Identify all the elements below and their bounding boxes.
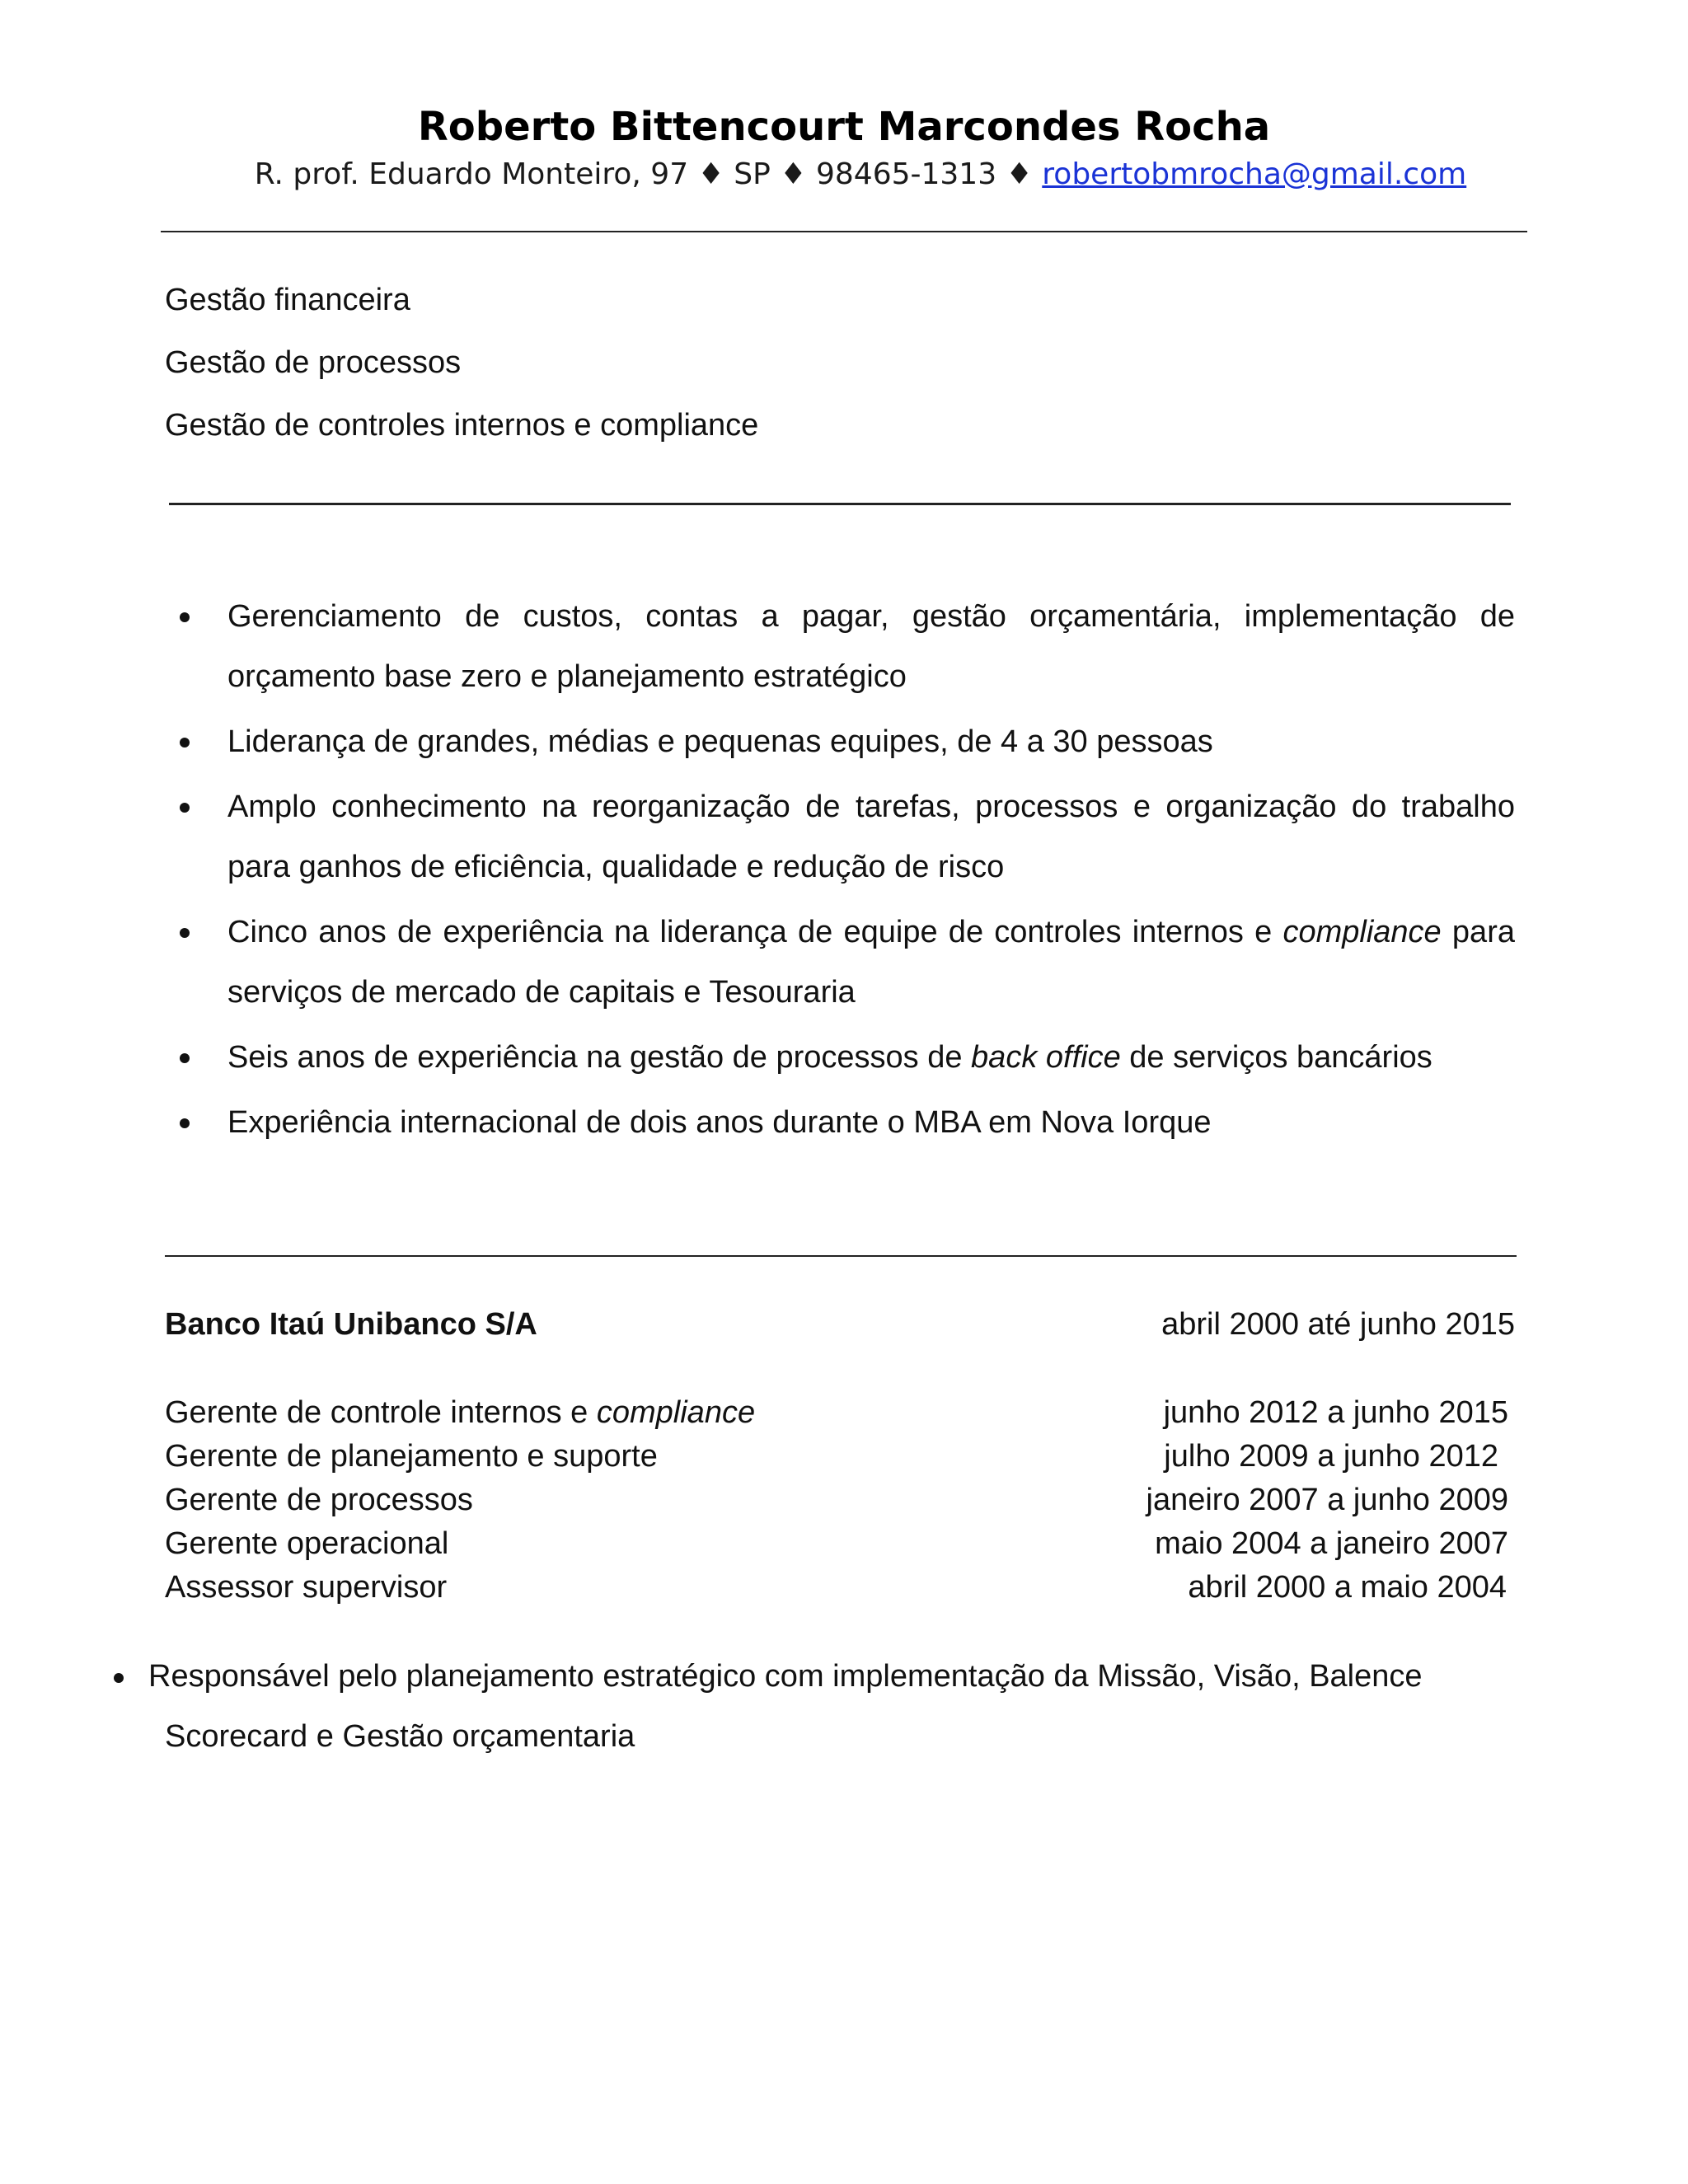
- bullet-icon: [180, 738, 190, 748]
- area-item: Gestão de processos: [165, 345, 462, 380]
- responsibility-text: Responsável pelo planejamento estratégico com implementação da Missão, Visão, Balence: [148, 1659, 1423, 1694]
- contact-address: R. prof. Eduardo Monteiro, 97 ♦ SP ♦ 98465-1313 ♦: [254, 157, 1043, 191]
- role-title-text: Gerente de controle internos e: [165, 1395, 597, 1430]
- company-period: abril 2000 até junho 2015: [1161, 1307, 1515, 1342]
- email-link[interactable]: robertobmrocha@gmail.com: [1042, 157, 1467, 191]
- highlight-text: de serviços bancários: [1120, 1040, 1432, 1075]
- responsibility-text: Scorecard e Gestão orçamentaria: [165, 1719, 635, 1754]
- highlights-divider: [165, 1255, 1517, 1257]
- role-period: julho 2009 a junho 2012: [1164, 1439, 1498, 1474]
- bullet-icon: [180, 928, 190, 938]
- roles-list: [165, 1391, 1508, 1610]
- bullet-icon: [180, 1053, 190, 1063]
- role-title-emphasis: compliance: [596, 1395, 756, 1430]
- bullet-icon: [180, 803, 190, 813]
- role-period: junho 2012 a junho 2015: [1163, 1395, 1508, 1430]
- highlight-text: Amplo conhecimento na reorganização de tarefas, processos e organização do trabalho para ganhos de eficiência, qualidade e redução de risco: [227, 790, 1515, 884]
- highlight-text: Seis anos de experiência na gestão de processos de: [227, 1040, 972, 1075]
- role-title: Gerente operacional: [165, 1526, 449, 1561]
- role-row: [165, 1479, 1508, 1522]
- role-period: abril 2000 a maio 2004: [1188, 1570, 1507, 1605]
- bullet-icon: [114, 1673, 124, 1683]
- role-row: [165, 1435, 1508, 1479]
- role-title: Gerente de planejamento e suporte: [165, 1439, 658, 1474]
- highlight-emphasis: compliance: [1282, 915, 1442, 949]
- highlight-text: para serviços de mercado de capitais e Tesouraria: [227, 915, 1515, 1010]
- header-divider: [161, 231, 1527, 232]
- role-title: Gerente de processos: [165, 1483, 473, 1517]
- role-period: maio 2004 a janeiro 2007: [1155, 1526, 1508, 1561]
- highlight-text: Gerenciamento de custos, contas a pagar, gestão orçamentária, implementação de orçamento base zero e planejamento estratégico: [227, 599, 1515, 694]
- role-period: janeiro 2007 a junho 2009: [1146, 1483, 1508, 1517]
- list-item: [175, 1028, 1515, 1088]
- area-item: Gestão de controles internos e compliance: [165, 408, 759, 443]
- role-title: [165, 1391, 755, 1435]
- list-item: [175, 1093, 1515, 1153]
- bullet-icon: [180, 612, 190, 622]
- highlight-text: Cinco anos de experiência na liderança de equipe de controles internos e: [227, 915, 1283, 949]
- role-row: [165, 1522, 1508, 1566]
- highlight-text: Liderança de grandes, médias e pequenas equipes, de 4 a 30 pessoas: [227, 724, 1213, 759]
- list-item: [175, 587, 1515, 707]
- list-item: [175, 712, 1515, 772]
- highlight-text: Experiência internacional de dois anos durante o MBA em Nova Iorque: [227, 1105, 1212, 1140]
- areas-divider: [169, 503, 1511, 505]
- company-name: Banco Itaú Unibanco S/A: [165, 1307, 537, 1342]
- area-item: Gestão financeira: [165, 283, 410, 317]
- role-row: [165, 1566, 1508, 1610]
- candidate-name: Roberto Bittencourt Marcondes Rocha: [417, 104, 1271, 150]
- role-row: [165, 1391, 1508, 1435]
- list-item: [175, 777, 1515, 898]
- list-item: [175, 902, 1515, 1023]
- bullet-icon: [180, 1118, 190, 1128]
- contact-line: [0, 153, 1688, 196]
- role-title: Assessor supervisor: [165, 1570, 448, 1605]
- highlights-list: [175, 587, 1515, 1158]
- highlight-emphasis: back office: [971, 1040, 1121, 1075]
